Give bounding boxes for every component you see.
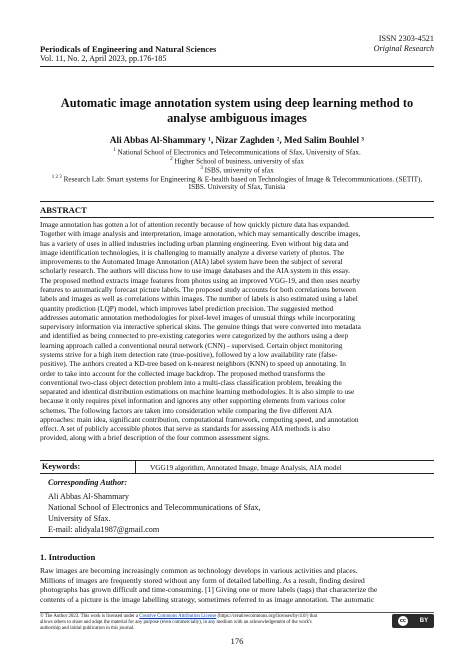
affiliation-text: ISBS. University of Sfax, Tunisia [188, 183, 286, 191]
license-suffix: (https://creativecommons.org/licenses/by/4.0/) that [216, 614, 318, 619]
attribution-icon: BY [419, 618, 429, 624]
license-line: allows others to share and adapt the material for any purpose (even commercially), in any medium with an acknowledgement of the work's [40, 620, 312, 626]
journal-volume: Vol. 11, No. 2, April 2023, pp.176-185 [40, 54, 167, 63]
affiliation-marker: 3 [200, 166, 203, 171]
introduction-line: Raw images are becoming increasingly common as technology develops in various activities and places. [40, 566, 358, 575]
abstract-line: approaches: main idea, significant contribution, computational framework, computing speed, and annotation [40, 414, 359, 424]
title-line: Automatic image annotation system using deep learning method to [60, 96, 414, 110]
page-number: 176 [230, 636, 244, 646]
introduction-body [40, 566, 434, 604]
affiliation-text: Research Lab: Smart systems for Engineering & E-health based on Technologies of Image & Telecommunications. (SETIT), [63, 175, 423, 184]
section-heading-introduction: 1. Introduction [40, 552, 96, 562]
corresponding-author-name: Ali Abbas Al-Shammary [48, 492, 129, 501]
keywords-divider [135, 460, 136, 473]
corresponding-author-university: University of Sfax. [48, 514, 111, 523]
license-link[interactable]: Creative Commons Attribution License [139, 614, 217, 619]
abstract-line: features to automatically forecast picture labels. The proposed study accounts for both correlations between [40, 284, 356, 294]
affiliation-text: Higher School of business, university of sfax [174, 157, 304, 166]
abstract-heading-rule [40, 217, 434, 218]
abstract-line: improvements to the Automated Image Annotation (AIA) label system have been the subject of several [40, 257, 343, 267]
author-list: Ali Abbas Al-Shammary ¹, Nizar Zaghden ², Med Salim Bouhlel ³ [109, 135, 365, 145]
abstract-line: effect. A set of publicly accessible photos that serve as standards for assessing AIA methods is also [40, 424, 331, 434]
title-line: analyse ambiguous images [167, 111, 307, 125]
abstract-body [40, 220, 434, 443]
corresponding-author-rule [40, 537, 434, 538]
affiliation-text: ISBS, university of sfax [204, 166, 274, 175]
introduction-line: Millions of images are frequently stored without any form of detailed labelling. As a result, finding desired [40, 575, 365, 585]
affiliation-marker: 1 [113, 148, 116, 153]
abstract-line: Together with image analysis and interpretation, image annotation, which may semantically describe images, [40, 229, 361, 239]
abstract-line: because it only requires pixel information and ignores any other supporting elements from various color [40, 396, 346, 406]
footer-rule [40, 612, 434, 613]
abstract-line: systems strive for a high item detection rate (true-positive), followed by a low availability rate (false- [40, 349, 338, 359]
article-type: Original Research [373, 44, 434, 53]
keywords-top-rule [40, 460, 434, 461]
abstract-line: scholarly research. The authors will discuss how to use image databases and the AIA system in this essay. [40, 266, 351, 276]
abstract-heading: ABSTRACT [40, 205, 87, 215]
header-divider [40, 66, 434, 67]
abstract-line: The proposed method extracts image features from photos using an improved VGG-19, and then uses nearby [40, 275, 361, 285]
corresponding-author-heading: Corresponding Author: [48, 478, 128, 487]
affiliation-marker: 1 2 3 [51, 175, 62, 180]
abstract-line: Image annotation has gotten a lot of attention recently because of how quickly picture data has expanded. [40, 220, 350, 229]
abstract-line: quantity prediction (LQP) model, which improves label prediction precision. The suggested method [40, 303, 334, 313]
affiliation-marker: 2 [170, 157, 173, 162]
affiliation-lab-location [40, 183, 434, 192]
journal-name: Periodicals of Engineering and Natural Sciences [40, 44, 217, 54]
affiliation-text: National School of Electronics and Telecommunications of Sfax, University of Sfax. [117, 148, 361, 157]
introduction-line: contents of a picture is the image labelling strategy, sometimes referred to as image annotation. The automatic [40, 594, 375, 604]
license-prefix: © The Author 2023. This work is licensed under a [40, 614, 140, 619]
keywords-label: Keywords: [42, 462, 81, 471]
abstract-line: labels and images as well as correlations within images. The number of labels is also estimated using a label [40, 294, 358, 304]
cc-by-license-badge[interactable] [392, 614, 434, 628]
corresponding-author-email[interactable]: E-mail: alidyala1987@gmail.com [48, 525, 160, 534]
abstract-line: addresses automatic annotation methodologies for pixel-level images of unusual things while incorporating [40, 312, 356, 322]
corresponding-author-affiliation: National School of Electronics and Telecommunications of Sfax, [48, 503, 261, 512]
keywords-bottom-rule [40, 473, 434, 474]
issn: ISSN 2303-4521 [378, 34, 434, 43]
abstract-top-rule [40, 201, 434, 202]
abstract-line: supervisory information via interactive spherical skins. The genuine things that were converted into metadata [40, 322, 361, 332]
abstract-line: provided, along with a brief description of the four common assessment signs. [40, 433, 270, 443]
creative-commons-icon: cc [399, 618, 406, 624]
abstract-line: separated and identical distribution estimations on machine learning methodologies. It is also simple to use [40, 387, 355, 397]
abstract-line: schemes. The following factors are taken into consideration while comparing the five different AIA [40, 405, 333, 415]
abstract-line: and identified as being connected to pre-existing categories were categorized by the authors using a deep [40, 331, 349, 341]
introduction-line: photographs has grown difficult and time-consuming. [1] Giving one or more labels (tags) that characterize the [40, 585, 378, 595]
abstract-line: conventional two-class object detection problem into a multi-class classification problem, breaking the [40, 377, 342, 387]
abstract-line: has a variety of uses in allied industries including urban planning engineering. Even without big data and [40, 238, 349, 248]
keywords-text: VGG19 algorithm, Annotated Image, Image Analysis, AIA model [150, 463, 342, 472]
abstract-line: learning approach called a conventional neural network (CNN) - supervised. Certain object monitoring [40, 340, 343, 350]
paper-title [40, 96, 434, 126]
abstract-line: positive). The authors created a KD-tree based on k-nearest neighbors (KNN) to speed up annotating. In [40, 359, 346, 369]
abstract-line: image identification technologies, it is challenging to manually analyze a diverse variety of photos. The [40, 247, 345, 257]
license-footnote [40, 614, 380, 632]
license-line: authorship and initial publication in this journal. [40, 626, 135, 632]
abstract-line: order to take into account for the collected image backdrop. The proposed method transforms the [40, 368, 326, 378]
